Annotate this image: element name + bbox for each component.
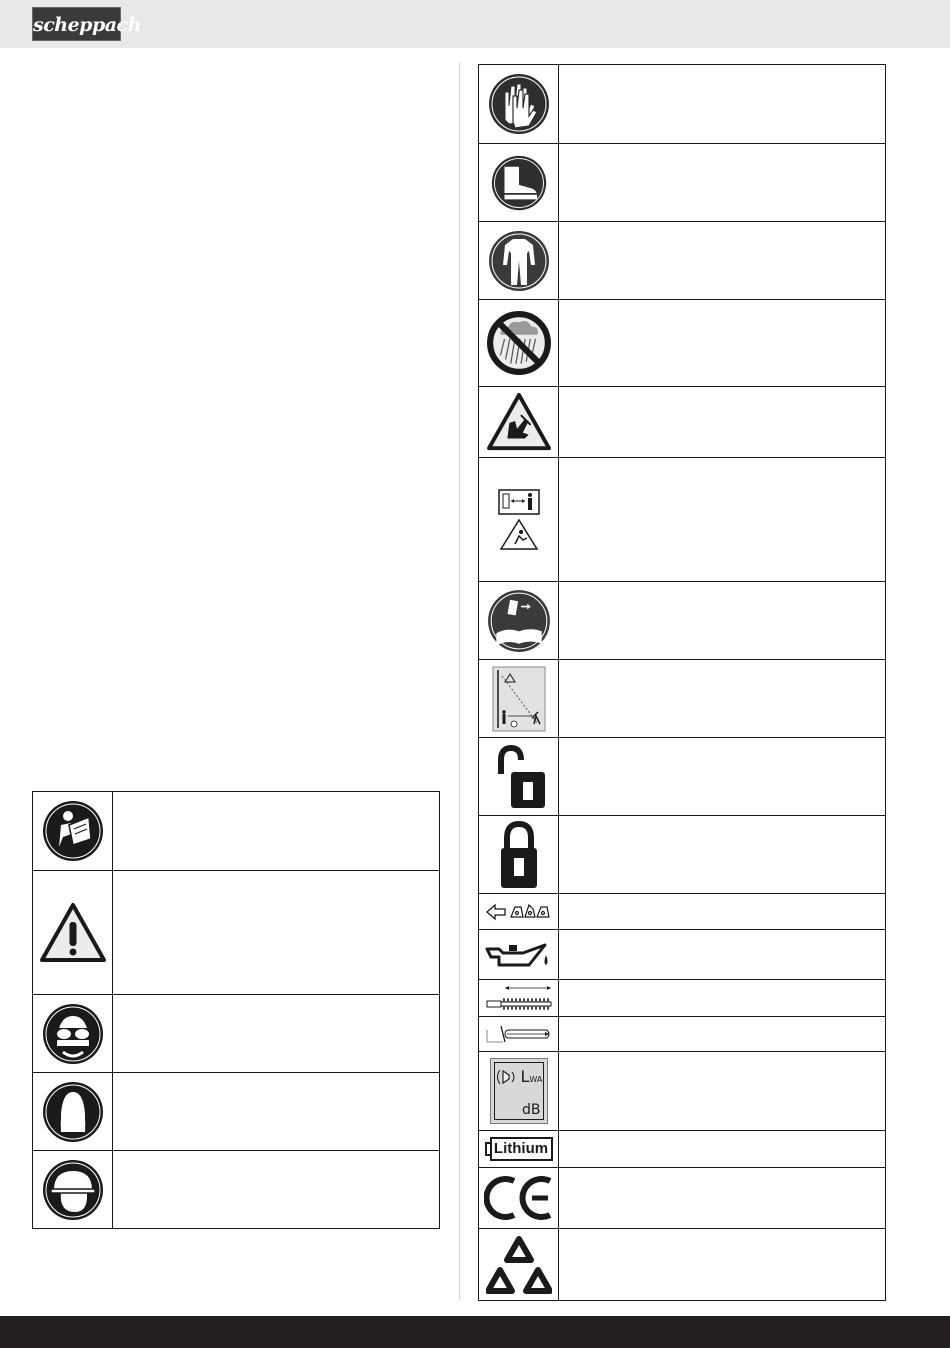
table-row: [479, 299, 885, 386]
row-text: [559, 816, 885, 893]
table-row: [479, 659, 885, 737]
table-row: [479, 929, 885, 979]
footer-bar: [0, 1316, 950, 1348]
table-row: [33, 994, 439, 1072]
table-row: [479, 221, 885, 299]
safety-distance-icon: [479, 458, 559, 581]
oil-can-icon: [479, 930, 559, 979]
ce-mark-icon: [479, 1168, 559, 1228]
row-text: [113, 1073, 439, 1150]
row-text: [113, 871, 439, 994]
chain-direction-icon: [479, 894, 559, 929]
lwa-label: L: [520, 1067, 530, 1086]
read-manual-icon: [33, 792, 113, 870]
row-text: [559, 1017, 885, 1051]
remove-battery-icon: [479, 582, 559, 659]
row-text: [559, 300, 885, 386]
row-text: [559, 738, 885, 815]
row-text: [559, 930, 885, 979]
sound-power-icon: [479, 1052, 559, 1130]
symbol-table-right: [478, 64, 886, 1301]
row-text: [559, 387, 885, 457]
bar-length-icon: [479, 1017, 559, 1051]
cutting-length-icon: [479, 980, 559, 1016]
table-row: [479, 979, 885, 1016]
table-row: [479, 737, 885, 815]
row-text: [559, 1168, 885, 1228]
lithium-battery-icon: [479, 1131, 559, 1167]
row-text: [559, 980, 885, 1016]
cut-hazard-icon: [479, 387, 559, 457]
power-line-distance-icon: [479, 660, 559, 737]
table-row: [479, 581, 885, 659]
row-text: [559, 65, 885, 143]
ear-protection-icon: [33, 1073, 113, 1150]
no-rain-icon: [479, 300, 559, 386]
row-text: [559, 1229, 885, 1300]
row-text: [559, 1131, 885, 1167]
table-row: [479, 386, 885, 457]
safety-boots-icon: [479, 144, 559, 221]
warning-triangle-icon: [33, 871, 113, 994]
table-row: [479, 65, 885, 143]
row-text: [559, 458, 885, 581]
db-label: dB: [522, 1102, 541, 1118]
table-row: [33, 792, 439, 870]
table-row: [479, 1167, 885, 1228]
safety-goggles-icon: [33, 995, 113, 1072]
symbol-table-left: [32, 791, 440, 1229]
table-row: [33, 1150, 439, 1228]
row-text: [113, 995, 439, 1072]
table-row: [33, 870, 439, 994]
lithium-label: Lithium: [490, 1137, 553, 1161]
row-text: [559, 582, 885, 659]
table-row: [479, 1051, 885, 1130]
table-row: [479, 1130, 885, 1167]
brand-logo: scheppach: [32, 7, 121, 41]
table-row: [479, 1228, 885, 1300]
table-row: [479, 1016, 885, 1051]
lwa-subscript: WA: [529, 1075, 543, 1084]
table-row: [33, 1072, 439, 1150]
protective-suit-icon: [479, 222, 559, 299]
hard-hat-icon: [33, 1151, 113, 1228]
table-row: [479, 893, 885, 929]
gloves-icon: [479, 65, 559, 143]
row-text: [559, 222, 885, 299]
row-text: [559, 660, 885, 737]
row-text: [113, 1151, 439, 1228]
unlocked-icon: [479, 738, 559, 815]
locked-icon: [479, 816, 559, 893]
row-text: [113, 792, 439, 870]
table-row: [479, 457, 885, 581]
header-bar: [0, 0, 950, 48]
ukca-triangles-icon: [479, 1229, 559, 1300]
table-row: [479, 815, 885, 893]
row-text: [559, 144, 885, 221]
column-divider: [459, 62, 460, 1300]
table-row: [479, 143, 885, 221]
row-text: [559, 1052, 885, 1130]
row-text: [559, 894, 885, 929]
